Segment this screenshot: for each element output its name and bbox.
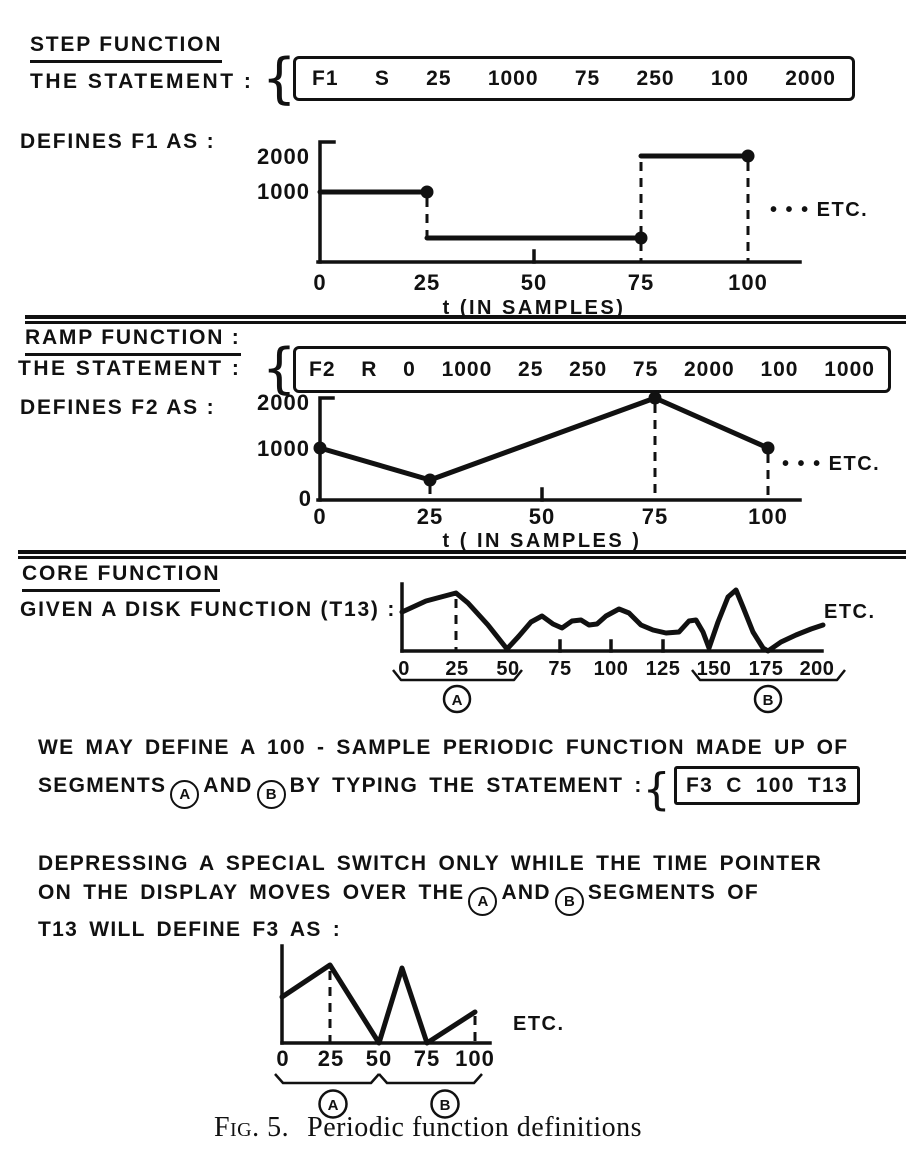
figure-caption-number: Fig. 5. [213, 1112, 290, 1143]
paragraph-define-periodic [38, 733, 860, 815]
ramp-defines-label: DEFINES F2 AS : [20, 396, 216, 419]
circled-a: A [170, 780, 199, 809]
statement-token: 1000 [824, 357, 875, 381]
statement-token: 2000 [684, 357, 735, 381]
step-statement-label: THE STATEMENT : [30, 70, 254, 93]
statement-token: 250 [636, 66, 675, 90]
etc-label: ETC. [513, 1013, 565, 1035]
paragraph-text: BY TYPING THE STATEMENT : [289, 774, 643, 797]
data-point-dot [424, 474, 437, 487]
paragraph-line [38, 764, 860, 815]
paragraph-line: DEPRESSING A SPECIAL SWITCH ONLY WHILE THE TIME POINTER [38, 852, 823, 875]
ramp-statement-label: THE STATEMENT : [18, 357, 242, 380]
x-axis-title: t ( IN SAMPLES ) [442, 530, 642, 552]
segment-a-label: A [451, 692, 463, 709]
circled-a: A [468, 887, 497, 916]
ramp-statement-brace: { [262, 337, 297, 400]
step-function-heading: STEP FUNCTION [30, 33, 222, 63]
segment-b-label: B [762, 692, 774, 709]
paragraph-line: T13 WILL DEFINE F3 AS : [38, 917, 342, 941]
step-function-chart [0, 126, 906, 322]
statement-token: 100 [760, 357, 799, 381]
paragraph-text: ON THE DISPLAY MOVES OVER THE [38, 880, 465, 904]
x-tick-label: 200 [799, 658, 835, 680]
f3-function-chart [0, 940, 906, 1125]
paragraph-text: SEGMENTS OF [587, 880, 760, 904]
y-tick-label: 2000 [257, 144, 310, 169]
ramp-function-chart [0, 390, 906, 552]
y-axis [320, 142, 334, 262]
step-statement-brace: { [262, 47, 297, 110]
ramp-statement-box [293, 346, 891, 393]
x-tick-label: 75 [641, 504, 669, 529]
figure-caption [118, 1112, 738, 1144]
etc-label: ETC. [824, 601, 876, 623]
statement-token: 1000 [487, 66, 539, 90]
x-tick-label: 100 [748, 504, 788, 529]
data-point-dot [635, 232, 648, 245]
x-tick-label: 0 [276, 1046, 290, 1071]
segment-a-label: A [327, 1097, 339, 1114]
paragraph-line [38, 879, 822, 916]
x-tick-label: 75 [627, 270, 655, 295]
x-tick-label: 25 [445, 658, 469, 680]
core-given-label: GIVEN A DISK FUNCTION (T13) : [20, 598, 397, 621]
x-axis-title: t (IN SAMPLES) [442, 297, 626, 319]
x-tick-label: 0 [313, 270, 327, 295]
statement-token: 75 [632, 357, 659, 381]
x-tick-label: 25 [317, 1046, 345, 1071]
y-tick-label: 0 [298, 486, 312, 511]
x-tick-label: 100 [728, 270, 768, 295]
statement-token: R [361, 357, 378, 381]
paragraph-line: WE MAY DEFINE A 100 - SAMPLE PERIODIC FUNCTION MADE UP OF [38, 736, 849, 759]
etc-label: • • • ETC. [770, 199, 869, 221]
x-tick-label: 75 [548, 658, 572, 680]
x-tick-label: 50 [365, 1046, 393, 1071]
segment-b-label: B [439, 1097, 451, 1114]
x-tick-label: 75 [413, 1046, 441, 1071]
data-point-dot [649, 392, 662, 405]
paragraph-special-switch [38, 850, 822, 944]
data-point-dot [762, 442, 775, 455]
dashed-guides [427, 162, 748, 262]
x-tick-label: 25 [413, 270, 441, 295]
x-tick-label: 0 [313, 504, 327, 529]
statement-token: 75 [574, 66, 601, 90]
segment-b-brace [379, 1074, 482, 1083]
y-tick-label: 1000 [257, 179, 310, 204]
step-curve [320, 156, 752, 238]
x-tick-label: 50 [496, 658, 520, 680]
paragraph-text: AND [501, 880, 551, 904]
statement-token: F1 [312, 66, 339, 90]
x-tick-label: 175 [748, 658, 784, 680]
statement-token: 25 [518, 357, 544, 381]
data-point-dot [742, 150, 755, 163]
statement-token: F2 [309, 357, 336, 381]
statement-token: 100 [710, 66, 749, 90]
disk-function-chart [0, 578, 906, 720]
data-point-dot [421, 186, 434, 199]
ramp-curve [320, 398, 768, 480]
ramp-function-heading: RAMP FUNCTION : [25, 326, 241, 356]
x-tick-label: 25 [416, 504, 444, 529]
figure-caption-text: Periodic function definitions [307, 1112, 643, 1143]
x-tick-label: 50 [520, 270, 548, 295]
core-function-heading: CORE FUNCTION [22, 562, 220, 592]
x-tick-label: 150 [696, 658, 732, 680]
etc-label: • • • ETC. [782, 453, 881, 475]
x-tick-label: 0 [398, 658, 410, 680]
step-statement-box [293, 56, 855, 101]
statement-token: 0 [403, 357, 416, 381]
statement-token: 1000 [441, 357, 493, 381]
circled-b: B [555, 887, 584, 916]
dashed-guides [330, 971, 475, 1043]
f3-statement-brace: { [642, 764, 672, 815]
section-divider-rule [25, 315, 906, 324]
y-tick-label: 2000 [257, 390, 310, 415]
data-point-dot [314, 442, 327, 455]
statement-token: S [374, 66, 390, 90]
paragraph-text: SEGMENTS [38, 774, 167, 797]
x-tick-label: 100 [593, 658, 629, 680]
x-tick-label: 100 [455, 1046, 495, 1071]
statement-token: 2000 [785, 66, 836, 90]
section-divider-rule [18, 550, 906, 559]
x-tick-label: 125 [645, 658, 681, 680]
statement-token: 25 [426, 66, 452, 90]
statement-token: 250 [569, 357, 608, 381]
f3-statement-box: F3 C 100 T13 [674, 766, 860, 805]
y-tick-label: 1000 [257, 436, 310, 461]
step-defines-label: DEFINES F1 AS : [20, 130, 216, 153]
segment-a-brace [275, 1074, 379, 1083]
x-tick-label: 50 [528, 504, 556, 529]
f3-curve [282, 965, 475, 1043]
paragraph-text: AND [203, 774, 253, 797]
circled-b: B [257, 780, 286, 809]
